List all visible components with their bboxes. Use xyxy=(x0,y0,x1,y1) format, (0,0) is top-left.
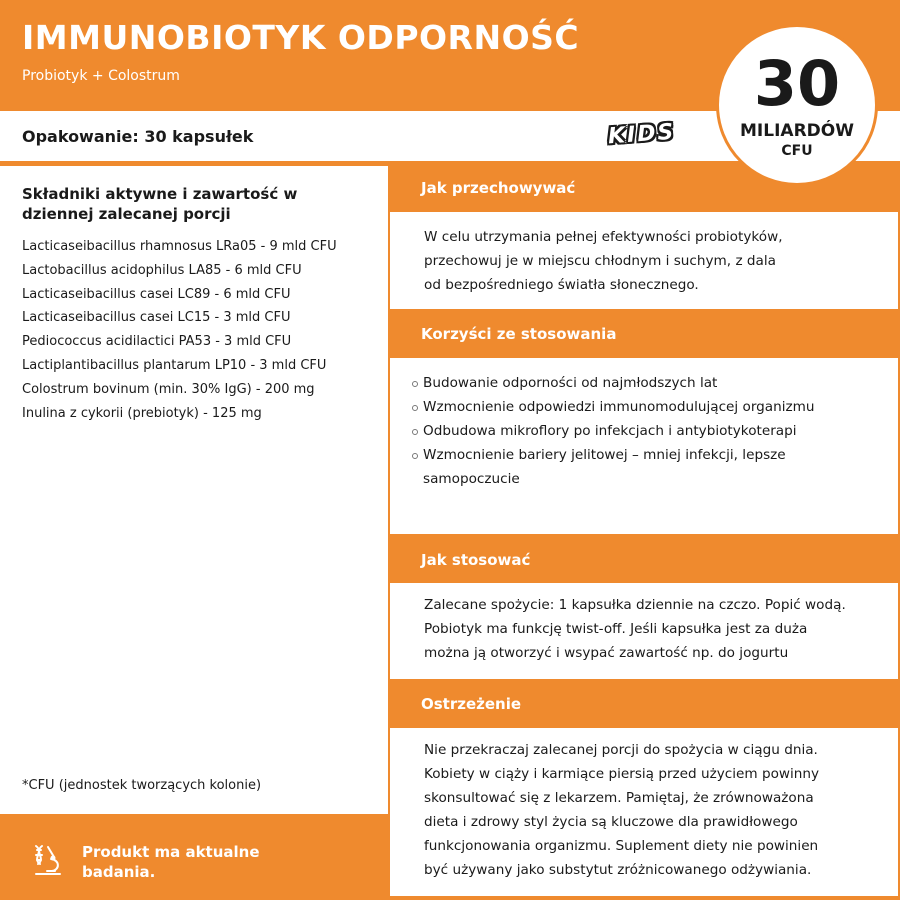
ingredient-item: Lactobacillus acidophilus LA85 - 6 mld CFU xyxy=(22,262,302,278)
warning-line: funkcjonowania organizmu. Suplement diety nie powinien xyxy=(424,838,819,854)
warning-section xyxy=(390,728,898,896)
storage-heading: Jak przechowywać xyxy=(421,179,576,197)
usage-line: można ją otworzyć i wsypać zawartość np. do jogurtu xyxy=(424,645,789,661)
product-title: IMMUNOBIOTYK ODPORNOŚĆ xyxy=(22,18,580,57)
ingredient-item: Lactiplantibacillus plantarum LP10 - 3 mld CFU xyxy=(22,357,327,373)
cfu-footnote: *CFU (jednostek tworzących kolonie) xyxy=(22,778,262,793)
cfu-badge-number: 30 xyxy=(753,47,841,120)
benefit-item: Wzmocnienie odpowiedzi immunomodulującej organizmu xyxy=(412,395,898,419)
storage-section xyxy=(390,212,898,309)
warning-line: Nie przekraczaj zalecanej porcji do spożycia w ciągu dnia. xyxy=(424,742,818,758)
benefits-section xyxy=(390,358,898,534)
usage-line: Zalecane spożycie: 1 kapsułka dziennie na czczo. Popić wodą. xyxy=(424,597,846,613)
kids-logo: KIDS xyxy=(607,119,677,150)
product-subtitle: Probiotyk + Colostrum xyxy=(22,68,180,84)
warning-line: być używany jako substytut zróżnicowanego odżywiania. xyxy=(424,862,812,878)
ingredient-item: Pediococcus acidilactici PA53 - 3 mld CFU xyxy=(22,334,292,350)
benefit-item: Wzmocnienie bariery jelitowej – mniej infekcji, lepsze samopoczucie xyxy=(412,443,823,491)
cfu-badge xyxy=(716,24,878,186)
warning-line: Kobiety w ciąży i karmiące piersią przed użyciem powinny xyxy=(424,766,820,782)
cfu-badge-cfu: CFU xyxy=(781,143,813,159)
ingredients-list xyxy=(22,235,337,425)
storage-line: W celu utrzymania pełnej efektywności probiotyków, xyxy=(424,229,783,245)
warning-line: skonsultować się z lekarzem. Pamiętaj, że zrównoważona xyxy=(424,790,814,806)
warning-line: dieta i zdrowy styl życia są kluczowe dla prawidłowego xyxy=(424,814,798,830)
benefits-list xyxy=(412,371,898,491)
dna-microscope-icon xyxy=(30,843,64,877)
ingredient-item: Inulina z cykorii (prebiotyk) - 125 mg xyxy=(22,405,262,421)
cfu-badge-unit: MILIARDÓW xyxy=(740,121,854,141)
ingredient-item: Lacticaseibacillus casei LC89 - 6 mld CFU xyxy=(22,286,291,302)
usage-line: Pobiotyk ma funkcję twist-off. Jeśli kapsułka jest za duża xyxy=(424,621,808,637)
research-note: Produkt ma aktualne badania. xyxy=(82,843,260,881)
usage-heading: Jak stosować xyxy=(421,551,531,569)
benefits-heading: Korzyści ze stosowania xyxy=(421,325,617,343)
storage-line: od bezpośredniego światła słonecznego. xyxy=(424,277,699,293)
ingredients-title: Składniki aktywne i zawartość w dziennej zalecanej porcji xyxy=(22,185,298,223)
usage-section xyxy=(390,583,898,679)
ingredient-item: Lacticaseibacillus rhamnosus LRa05 - 9 mld CFU xyxy=(22,239,337,254)
ingredient-item: Lacticaseibacillus casei LC15 - 3 mld CFU xyxy=(22,310,291,326)
package-label: Opakowanie: 30 kapsułek xyxy=(22,127,254,146)
ingredient-item: Colostrum bovinum (min. 30% IgG) - 200 mg xyxy=(22,381,315,397)
warning-heading: Ostrzeżenie xyxy=(421,695,522,713)
benefit-item: Budowanie odporności od najmłodszych lat xyxy=(412,371,898,395)
storage-line: przechowuj je w miejscu chłodnym i suchym, z dala xyxy=(424,253,776,269)
benefit-item: Odbudowa mikroflory po infekcjach i antybiotykoterapi xyxy=(412,419,898,443)
